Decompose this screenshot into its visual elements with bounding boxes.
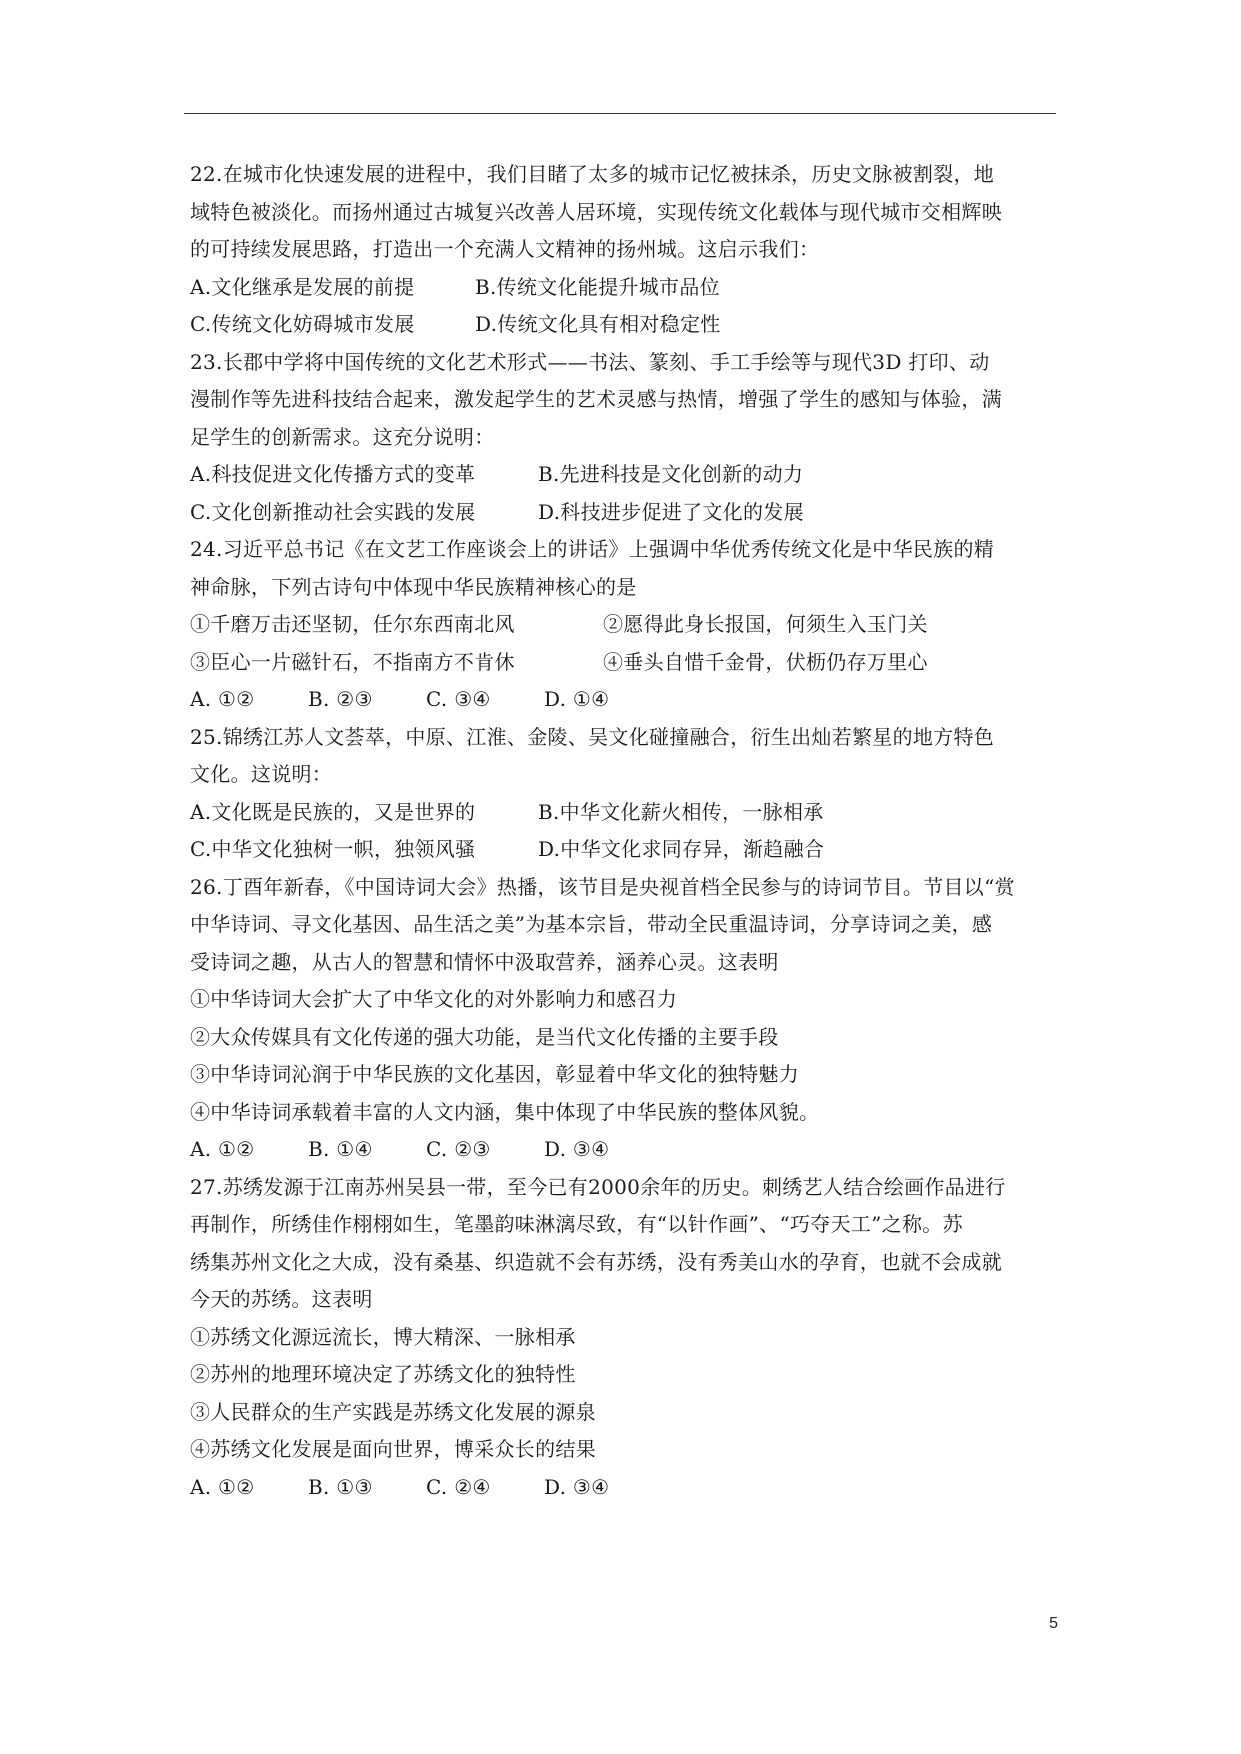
statement-3: ③中华诗词沁润于中华民族的文化基因，彰显着中华文化的独特魅力 [190,1062,799,1086]
question-stem-line: 25.锦绣江苏人文荟萃，中原、江淮、金陵、吴文化碰撞融合，衍生出灿若繁星的地方特色 [190,724,995,749]
statement-4: ④中华诗词承载着丰富的人文内涵，集中体现了中华民族的整体风貌。 [190,1099,820,1124]
option-row [190,494,1058,532]
choice-a: A. ①② [190,687,255,711]
statement-4: ④苏绣文化发展是面向世界，博采众长的结果 [190,1437,596,1461]
option-a: A.文化既是民族的，又是世界的 [190,799,476,824]
option-c: C.文化创新推动社会实践的发展 [190,499,476,524]
question-stem-line: 27.苏绣发源于江南苏州吴县一带，至今已有2000余年的历史。刺绣艺人结合绘画作品进行 [190,1174,1006,1199]
question-list [190,156,1058,1506]
question-stem-line: 文化。这说明： [190,762,333,786]
choice-a: A. ①② [190,1137,255,1161]
option-row [190,269,1058,307]
statement-1: ①中华诗词大会扩大了中华文化的对外影响力和感召力 [190,987,678,1011]
question-stem-line: 的可持续发展思路，打造出一个充满人文精神的扬州城。这启示我们： [190,237,820,261]
statement-row [190,644,1058,682]
choice-d: D. ③④ [544,1137,610,1161]
choice-c: C. ②③ [426,1137,491,1161]
question-stem-line: 再制作，所绣佳作栩栩如生，笔墨韵味淋漓尽致，有“以针作画”、“巧夺天工”之称。苏 [190,1212,963,1236]
option-c: C.中华文化独树一帜，独领风骚 [190,837,476,861]
statement-3: ③臣心一片磁针石，不指南方不肯休 [190,649,515,674]
question-stem-line: 神命脉，下列古诗句中体现中华民族精神核心的是 [190,574,637,599]
choice-row [190,1131,1058,1169]
option-c: C.传统文化妨碍城市发展 [190,312,415,336]
option-row [190,831,1058,869]
header-rule [184,113,1056,114]
choice-b: B. ①④ [308,1137,373,1161]
choice-b: B. ①③ [308,1474,373,1499]
statement-2: ②大众传媒具有文化传递的强大功能，是当代文化传播的主要手段 [190,1024,779,1049]
question-stem-line: 22.在城市化快速发展的进程中，我们目睹了太多的城市记忆被抹杀，历史文脉被割裂，地 [190,162,995,186]
option-d: D.科技进步促进了文化的发展 [538,499,804,524]
question-stem-line: 23.长郡中学将中国传统的文化艺术形式——书法、篆刻、手工手绘等与现代3D 打印、动 [190,349,990,374]
statement-2: ②愿得此身长报国，何须生入玉门关 [603,612,928,636]
question-stem-line: 26.丁酉年新春，《中国诗词大会》热播，该节目是央视首档全民参与的诗词节目。节目以“赏 [190,874,1015,899]
statement-2: ②苏州的地理环境决定了苏绣文化的独特性 [190,1362,576,1386]
option-a: A.文化继承是发展的前提 [190,274,415,299]
option-row [190,456,1058,494]
question-22 [190,156,1058,344]
question-stem-line: 24.习近平总书记《在文艺工作座谈会上的讲话》上强调中华优秀传统文化是中华民族的精 [190,537,995,561]
option-row [190,794,1058,832]
choice-d: D. ③④ [544,1474,610,1499]
page-number: 5 [1049,1615,1058,1632]
question-27 [190,1169,1058,1507]
option-a: A.科技促进文化传播方式的变革 [190,462,476,486]
question-stem-line: 受诗词之趣，从古人的智慧和情怀中汲取营养，涵养心灵。这表明 [190,949,779,974]
question-24 [190,531,1058,719]
option-b: B.传统文化能提升城市品位 [475,274,720,299]
statement-4: ④垂头自惜千金骨，伏枥仍存万里心 [603,649,928,674]
question-stem-line: 域特色被淡化。而扬州通过古城复兴改善人居环境，实现传统文化载体与现代城市交相辉映 [190,199,1002,224]
option-b: B.中华文化薪火相传，一脉相承 [538,799,824,824]
choice-row [190,681,1058,719]
statement-3: ③人民群众的生产实践是苏绣文化发展的源泉 [190,1399,596,1424]
statement-1: ①千磨万击还坚韧，任尔东西南北风 [190,612,515,636]
option-row [190,306,1058,344]
question-25 [190,719,1058,869]
choice-row [190,1469,1058,1507]
choice-a: A. ①② [190,1474,255,1499]
option-b: B.先进科技是文化创新的动力 [538,462,804,486]
question-stem-line: 今天的苏绣。这表明 [190,1287,373,1311]
question-stem-line: 足学生的创新需求。这充分说明： [190,424,495,449]
choice-c: C. ③④ [426,687,491,711]
question-stem-line: 中华诗词、寻文化基因、品生活之美”为基本宗旨，带动全民重温诗词，分享诗词之美，感 [190,912,993,936]
option-d: D.中华文化求同存异，渐趋融合 [538,837,825,861]
question-23 [190,344,1058,532]
question-stem-line: 绣集苏州文化之大成，没有桑基、织造就不会有苏绣，没有秀美山水的孕育，也就不会成就 [190,1249,1002,1274]
question-26 [190,869,1058,1169]
choice-c: C. ②④ [426,1474,491,1499]
option-d: D.传统文化具有相对稳定性 [475,312,721,336]
question-stem-line: 漫制作等先进科技结合起来，激发起学生的艺术灵感与热情，增强了学生的感知与体验，满 [190,387,1002,411]
statement-1: ①苏绣文化源远流长，博大精深、一脉相承 [190,1324,576,1349]
choice-b: B. ②③ [308,687,373,711]
statement-row [190,606,1058,644]
choice-d: D. ①④ [544,687,610,711]
